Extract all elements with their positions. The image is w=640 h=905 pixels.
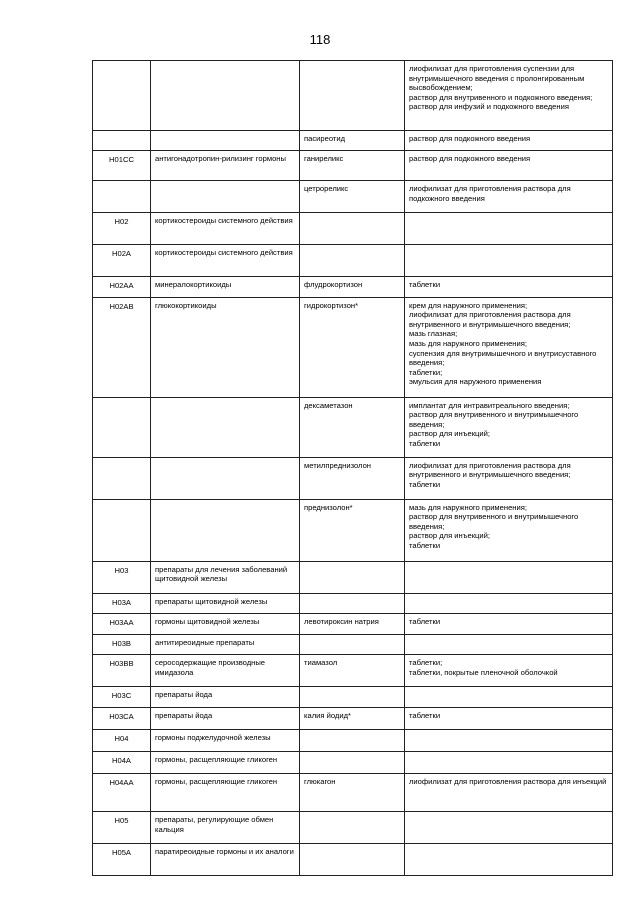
dosage-form-cell (405, 245, 613, 277)
table-row (93, 61, 613, 131)
dosage-form-line: лиофилизат для приготовления суспензии для внутримышечного введения с пролонгированным высвобождением; (409, 64, 585, 93)
dosage-form-line: лиофилизат для приготовления раствора для внутривенного и внутримышечного введения; (409, 310, 571, 329)
dosage-form-cell (405, 61, 613, 131)
table-row (93, 277, 613, 298)
dosage-form-line: таблетки; (409, 658, 443, 668)
pharmacological-group-cell (151, 397, 300, 457)
pharmacological-group-cell: препараты, регулирующие обмен кальция (151, 811, 300, 843)
table-row (93, 297, 613, 397)
pharmacological-group-cell (151, 131, 300, 151)
dosage-form-cell (405, 561, 613, 593)
table-row (93, 499, 613, 561)
pharmacological-group-cell: антигонадотропин-рилизинг гормоны (151, 151, 300, 181)
atc-code-cell: H02AB (93, 297, 151, 397)
pharmacological-group-cell: глюкокортикоиды (151, 297, 300, 397)
pharmacological-group-cell (151, 457, 300, 499)
drug-name-cell: дексаметазон (300, 397, 405, 457)
dosage-form-line: раствор для инъекций; (409, 429, 490, 439)
table-row (93, 707, 613, 729)
drug-name-cell: тиамазол (300, 655, 405, 687)
dosage-form-line: раствор для подкожного введения (409, 134, 531, 143)
pharmacological-group-cell: антитиреоидные препараты (151, 634, 300, 655)
atc-code-cell: H03A (93, 593, 151, 614)
dosage-form-cell (405, 277, 613, 298)
dosage-form-cell (405, 457, 613, 499)
dosage-form-line: раствор для внутривенного и внутримышечного введения; (409, 512, 579, 531)
dosage-form-line: мазь глазная; (409, 329, 458, 339)
pharmacological-group-cell: препараты щитовидной железы (151, 593, 300, 614)
table-row (93, 655, 613, 687)
dosage-form-cell (405, 397, 613, 457)
atc-code-cell: H05 (93, 811, 151, 843)
dosage-form-cell (405, 297, 613, 397)
pharmacological-group-cell: гормоны, расщепляющие гликоген (151, 773, 300, 811)
pharmacological-group-cell: препараты для лечения заболеваний щитовидной железы (151, 561, 300, 593)
dosage-form-line: мазь для наружного применения; (409, 502, 527, 512)
dosage-form-cell (405, 811, 613, 843)
atc-code-cell: H04A (93, 751, 151, 773)
dosage-form-line: лиофилизат для приготовления раствора для инъекций (409, 776, 607, 786)
dosage-form-cell (405, 729, 613, 751)
atc-code-cell: H02A (93, 245, 151, 277)
drug-name-cell (300, 729, 405, 751)
table-row (93, 687, 613, 708)
drug-name-cell (300, 751, 405, 773)
atc-code-cell: H05A (93, 843, 151, 875)
dosage-form-line: раствор для инъекций; (409, 531, 490, 541)
pharmacological-group-cell: минералокортикоиды (151, 277, 300, 298)
atc-code-cell (93, 61, 151, 131)
dosage-form-cell (405, 751, 613, 773)
dosage-form-line: таблетки (409, 540, 441, 550)
dosage-form-line: раствор для внутривенного и внутримышечного введения; (409, 410, 579, 429)
drug-name-cell: калия йодид* (300, 707, 405, 729)
dosage-form-cell (405, 213, 613, 245)
table-row (93, 457, 613, 499)
drug-name-cell: пасиреотид (300, 131, 405, 151)
atc-code-cell: H03BB (93, 655, 151, 687)
atc-code-cell: H04 (93, 729, 151, 751)
atc-code-cell: H03CA (93, 707, 151, 729)
dosage-form-line: суспензия для внутримышечного и внутрисуставного введения; (409, 348, 597, 368)
dosage-form-line: таблетки (409, 479, 441, 489)
atc-code-cell: H04AA (93, 773, 151, 811)
dosage-form-line: лиофилизат для приготовления раствора для внутривенного и внутримышечного введения; (409, 460, 571, 480)
table-row (93, 729, 613, 751)
page-number: 118 (309, 32, 331, 47)
table-row (93, 593, 613, 614)
table-row (93, 843, 613, 875)
pharmacological-group-cell: гормоны, расщепляющие гликоген (151, 751, 300, 773)
drug-name-cell: левотироксин натрия (300, 614, 405, 635)
drug-name-cell (300, 843, 405, 875)
dosage-form-line: раствор для подкожного введения (409, 154, 531, 163)
dosage-form-line: эмульсия для наружного применения (409, 377, 542, 387)
dosage-form-cell (405, 614, 613, 635)
pharmacological-group-cell (151, 181, 300, 213)
dosage-form-line: таблетки; (409, 367, 443, 377)
table-row (93, 181, 613, 213)
drug-name-cell (300, 213, 405, 245)
atc-code-cell: H03B (93, 634, 151, 655)
table-row (93, 634, 613, 655)
dosage-form-cell (405, 131, 613, 151)
drug-name-cell (300, 561, 405, 593)
table-row (93, 751, 613, 773)
pharmacological-group-cell (151, 61, 300, 131)
dosage-form-cell (405, 181, 613, 213)
dosage-form-line: таблетки (409, 280, 441, 289)
dosage-form-line: мазь для наружного применения; (409, 338, 527, 348)
table-row (93, 397, 613, 457)
pharmacological-group-cell: кортикостероиды системного действия (151, 213, 300, 245)
pharmacological-group-cell (151, 499, 300, 561)
dosage-form-cell (405, 593, 613, 614)
atc-code-cell: H03C (93, 687, 151, 708)
atc-code-cell: H03AA (93, 614, 151, 635)
drug-name-cell: ганиреликс (300, 151, 405, 181)
dosage-form-cell (405, 843, 613, 875)
pharmacological-group-cell: гормоны щитовидной железы (151, 614, 300, 635)
drug-name-cell: метилпреднизолон (300, 457, 405, 499)
table-body (93, 61, 613, 876)
pharmacological-group-cell: препараты йода (151, 687, 300, 708)
drug-name-cell: цетрореликс (300, 181, 405, 213)
drug-name-cell: глюкагон (300, 773, 405, 811)
atc-code-cell: H02AA (93, 277, 151, 298)
atc-code-cell (93, 499, 151, 561)
table-row (93, 561, 613, 593)
dosage-form-cell (405, 687, 613, 708)
table-row (93, 151, 613, 181)
dosage-form-line: крем для наружного применения; (409, 300, 528, 310)
drug-name-cell: преднизолон* (300, 499, 405, 561)
atc-code-cell (93, 397, 151, 457)
dosage-form-line: лиофилизат для приготовления раствора для подкожного введения (409, 184, 571, 203)
table-row (93, 131, 613, 151)
drug-name-cell: гидрокортизон* (300, 297, 405, 397)
drug-name-cell (300, 593, 405, 614)
dosage-form-cell (405, 499, 613, 561)
dosage-form-line: таблетки (409, 438, 441, 448)
pharmacological-group-cell: кортикостероиды системного действия (151, 245, 300, 277)
dosage-form-cell (405, 655, 613, 687)
table-row (93, 614, 613, 635)
dosage-form-line: раствор для инфузий и подкожного введения (409, 102, 569, 112)
dosage-form-line: таблетки (409, 617, 441, 627)
atc-code-cell (93, 131, 151, 151)
table-row (93, 811, 613, 843)
drug-name-cell (300, 687, 405, 708)
dosage-form-cell (405, 151, 613, 181)
atc-code-cell (93, 181, 151, 213)
atc-code-cell: H03 (93, 561, 151, 593)
dosage-form-cell (405, 634, 613, 655)
pharmacological-group-cell: препараты йода (151, 707, 300, 729)
pharmacological-group-cell: гормоны поджелудочной железы (151, 729, 300, 751)
drug-table (92, 60, 613, 876)
atc-code-cell: H01CC (93, 151, 151, 181)
dosage-form-line: раствор для внутривенного и подкожного введения; (409, 92, 593, 102)
pharmacological-group-cell: паратиреоидные гормоны и их аналоги (151, 843, 300, 875)
dosage-form-line: таблетки, покрытые пленочной оболочкой (409, 667, 558, 677)
dosage-form-cell (405, 707, 613, 729)
dosage-form-cell (405, 773, 613, 811)
table-row (93, 213, 613, 245)
table-row (93, 773, 613, 811)
pharmacological-group-cell: серосодержащие производные имидазола (151, 655, 300, 687)
dosage-form-line: имплантат для интравитреального введения; (409, 400, 570, 410)
table-row (93, 245, 613, 277)
dosage-form-line: таблетки (409, 710, 441, 720)
drug-name-cell: флудрокортизон (300, 277, 405, 298)
drug-name-cell (300, 634, 405, 655)
drug-name-cell (300, 811, 405, 843)
drug-name-cell (300, 61, 405, 131)
drug-name-cell (300, 245, 405, 277)
atc-code-cell: H02 (93, 213, 151, 245)
atc-code-cell (93, 457, 151, 499)
